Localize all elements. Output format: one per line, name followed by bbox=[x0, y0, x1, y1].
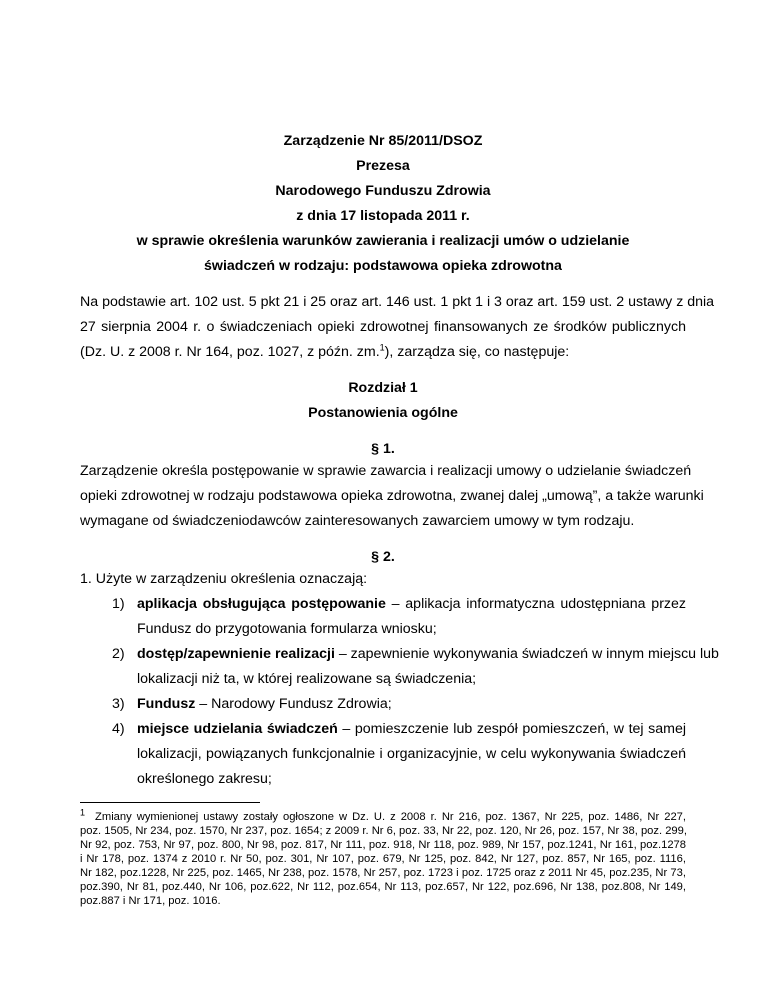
definition-3-number: 3) bbox=[112, 696, 125, 712]
footnote-line-6: poz.390, Nr 81, poz.440, Nr 106, poz.622, Nr 112, poz.654, Nr 113, poz.657, Nr 122, poz.696, Nr 138, poz.808, Nr 149, bbox=[80, 881, 686, 893]
preamble-line-3: (Dz. U. z 2008 r. Nr 164, poz. 1027, z późn. zm.$^1$), zarządza się, co następuje: bbox=[80, 342, 570, 360]
footnote-line-1: $^1$ Zmiany wymienionej ustawy zostały ogłoszone w Dz. U. z 2008 r. Nr 216, poz. 1367, Nr 225, poz. 1486, Nr 227, bbox=[80, 807, 686, 823]
section-1-heading: § 1. bbox=[371, 441, 395, 457]
footnote-separator bbox=[80, 802, 260, 803]
decree-number: Zarządzenie Nr 85/2011/DSOZ bbox=[283, 133, 483, 149]
decree-subject-line-1: w sprawie określenia warunków zawierania i realizacji umów o udzielanie bbox=[136, 233, 630, 249]
definition-4-line-2: lokalizacji, powiązanych funkcjonalnie i organizacyjnie, w celu wykonywania świadczeń bbox=[137, 746, 686, 762]
definition-2-line-2: lokalizacji niż ta, w której realizowane są świadczenia; bbox=[137, 671, 477, 687]
footnote-line-7: poz.887 i Nr 171, poz. 1016. bbox=[80, 895, 221, 907]
definition-1-number: 1) bbox=[112, 596, 125, 612]
issuer-title: Prezesa bbox=[356, 158, 410, 174]
definition-2-number: 2) bbox=[112, 646, 125, 662]
issuer-institution: Narodowego Funduszu Zdrowia bbox=[275, 183, 491, 199]
footnote-reference: 1 bbox=[379, 342, 385, 353]
preamble-line-2: 27 sierpnia 2004 r. o świadczeniach opieki zdrowotnej finansowanych ze środków publicznych bbox=[80, 319, 686, 335]
definition-4-line-1: miejsce udzielania świadczeń – pomieszczenie lub zespół pomieszczeń, w tej samej bbox=[137, 721, 686, 737]
decree-subject-line-2: świadczeń w rodzaju: podstawowa opieka zdrowotna bbox=[204, 258, 562, 274]
definition-4-line-3: określonego zakresu; bbox=[137, 771, 272, 787]
decree-date: z dnia 17 listopada 2011 r. bbox=[296, 208, 470, 224]
definition-3-line-1: Fundusz – Narodowy Fundusz Zdrowia; bbox=[137, 696, 392, 712]
chapter-title: Rozdział 1 bbox=[348, 380, 418, 396]
footnote-line-2: poz. 1505, Nr 234, poz. 1570, Nr 237, poz. 1654; z 2009 r. Nr 6, poz. 33, Nr 22, poz. 120, Nr 26, poz. 157, Nr 38, poz. 299, bbox=[80, 825, 687, 837]
section-2-heading: § 2. bbox=[371, 549, 395, 565]
section-2-intro: 1. Użyte w zarządzeniu określenia oznaczają: bbox=[80, 571, 368, 587]
footnote-marker: 1 bbox=[80, 807, 86, 818]
definition-4-number: 4) bbox=[112, 721, 125, 737]
footnote-line-5: Nr 182, poz.1228, Nr 225, poz. 1465, Nr 238, poz. 1578, Nr 257, poz. 1723 i poz. 1725 oraz z 2011 Nr 45, poz.235, Nr 73, bbox=[80, 867, 686, 879]
section-1-line-3: wymagane od świadczeniodawców zainteresowanych zawarciem umowy w tym rodzaju. bbox=[80, 513, 635, 529]
definition-2-line-1: dostęp/zapewnienie realizacji – zapewnienie wykonywania świadczeń w innym miejscu lub bbox=[137, 646, 719, 662]
section-1-line-2: opieki zdrowotnej w rodzaju podstawowa opieka zdrowotna, zwanej dalej „umową”, a także warunki bbox=[80, 488, 704, 504]
footnote-line-3: Nr 92, poz. 753, Nr 97, poz. 800, Nr 98, poz. 817, Nr 111, poz. 918, Nr 118, poz. 989, Nr 157, poz.1241, Nr 161, poz.1278 bbox=[80, 839, 686, 851]
footnote-line-4: i Nr 178, poz. 1374 z 2010 r. Nr 50, poz. 301, Nr 107, poz. 679, Nr 125, poz. 842, Nr 127, poz. 857, Nr 165, poz. 1116, bbox=[80, 853, 686, 865]
definition-1-line-1: aplikacja obsługująca postępowanie – aplikacja informatyczna udostępniana przez bbox=[137, 596, 686, 612]
definition-1-line-2: Fundusz do przygotowania formularza wniosku; bbox=[137, 621, 437, 637]
preamble-line-1: Na podstawie art. 102 ust. 5 pkt 21 i 25 oraz art. 146 ust. 1 pkt 1 i 3 oraz art. 159 ust. 2 ustawy z dnia bbox=[80, 294, 715, 310]
chapter-subtitle: Postanowienia ogólne bbox=[308, 405, 458, 421]
section-1-line-1: Zarządzenie określa postępowanie w sprawie zawarcia i realizacji umowy o udzielanie świadczeń bbox=[80, 463, 692, 479]
